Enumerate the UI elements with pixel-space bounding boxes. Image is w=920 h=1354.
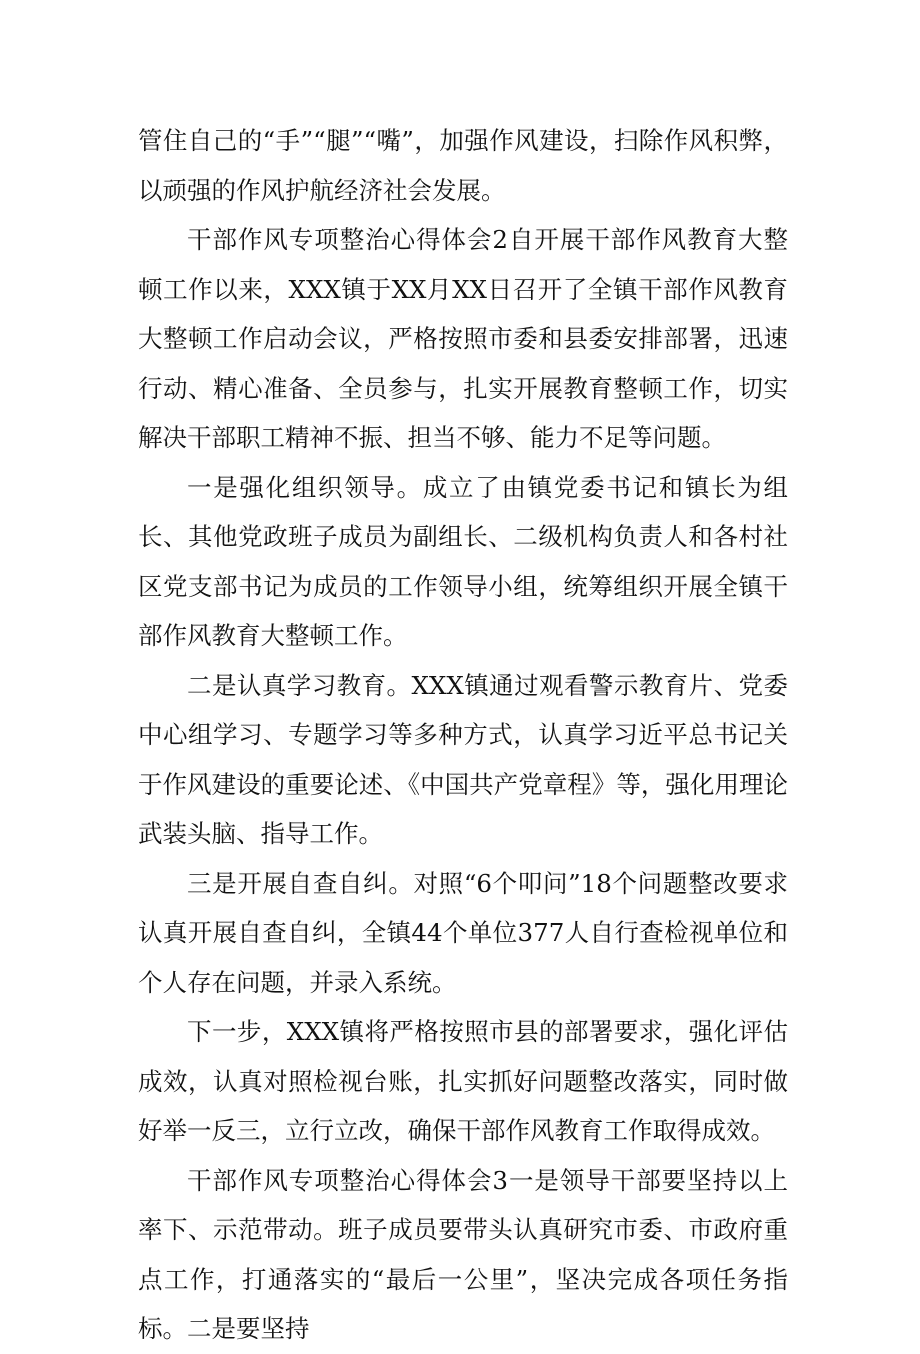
paragraph-3: 一是强化组织领导。成立了由镇党委书记和镇长为组长、其他党政班子成员为副组长、二级机构负责人和各村社区党支部书记为成员的工作领导小组，统筹组织开展全镇干部作风教育大整顿工作。	[138, 472, 788, 650]
document-body	[138, 116, 788, 1354]
paragraph-4: 二是认真学习教育。XXX镇通过观看警示教育片、党委中心组学习、专题学习等多种方式，认真学习近平总书记关于作风建设的重要论述、《中国共产党章程》等，强化用理论武装头脑、指导工作。	[138, 670, 788, 848]
paragraph-2: 干部作风专项整治心得体会2自开展干部作风教育大整顿工作以来，XXX镇于XX月XX日召开了全镇干部作风教育大整顿工作启动会议，严格按照市委和县委安排部署，迅速行动、精心准备、全员参与，扎实开展教育整顿工作，切实解决干部职工精神不振、担当不够、能力不足等问题。	[138, 225, 788, 452]
paragraph-7: 干部作风专项整治心得体会3一是领导干部要坚持以上率下、示范带动。班子成员要带头认真研究市委、市政府重点工作，打通落实的“最后一公里”，坚决完成各项任务指标。二是要坚持	[138, 1165, 788, 1343]
paragraph-1: 管住自己的“手”“腿”“嘴”，加强作风建设，扫除作风积弊，以顽强的作风护航经济社会发展。	[138, 126, 788, 205]
paragraph-5: 三是开展自查自纠。对照“6个叩问”18个问题整改要求认真开展自查自纠，全镇44个单位377人自行查检视单位和个人存在问题，并录入系统。	[138, 868, 788, 997]
paragraph-6: 下一步，XXX镇将严格按照市县的部署要求，强化评估成效，认真对照检视台账，扎实抓好问题整改落实，同时做好举一反三，立行立改，确保干部作风教育工作取得成效。	[138, 1017, 788, 1145]
